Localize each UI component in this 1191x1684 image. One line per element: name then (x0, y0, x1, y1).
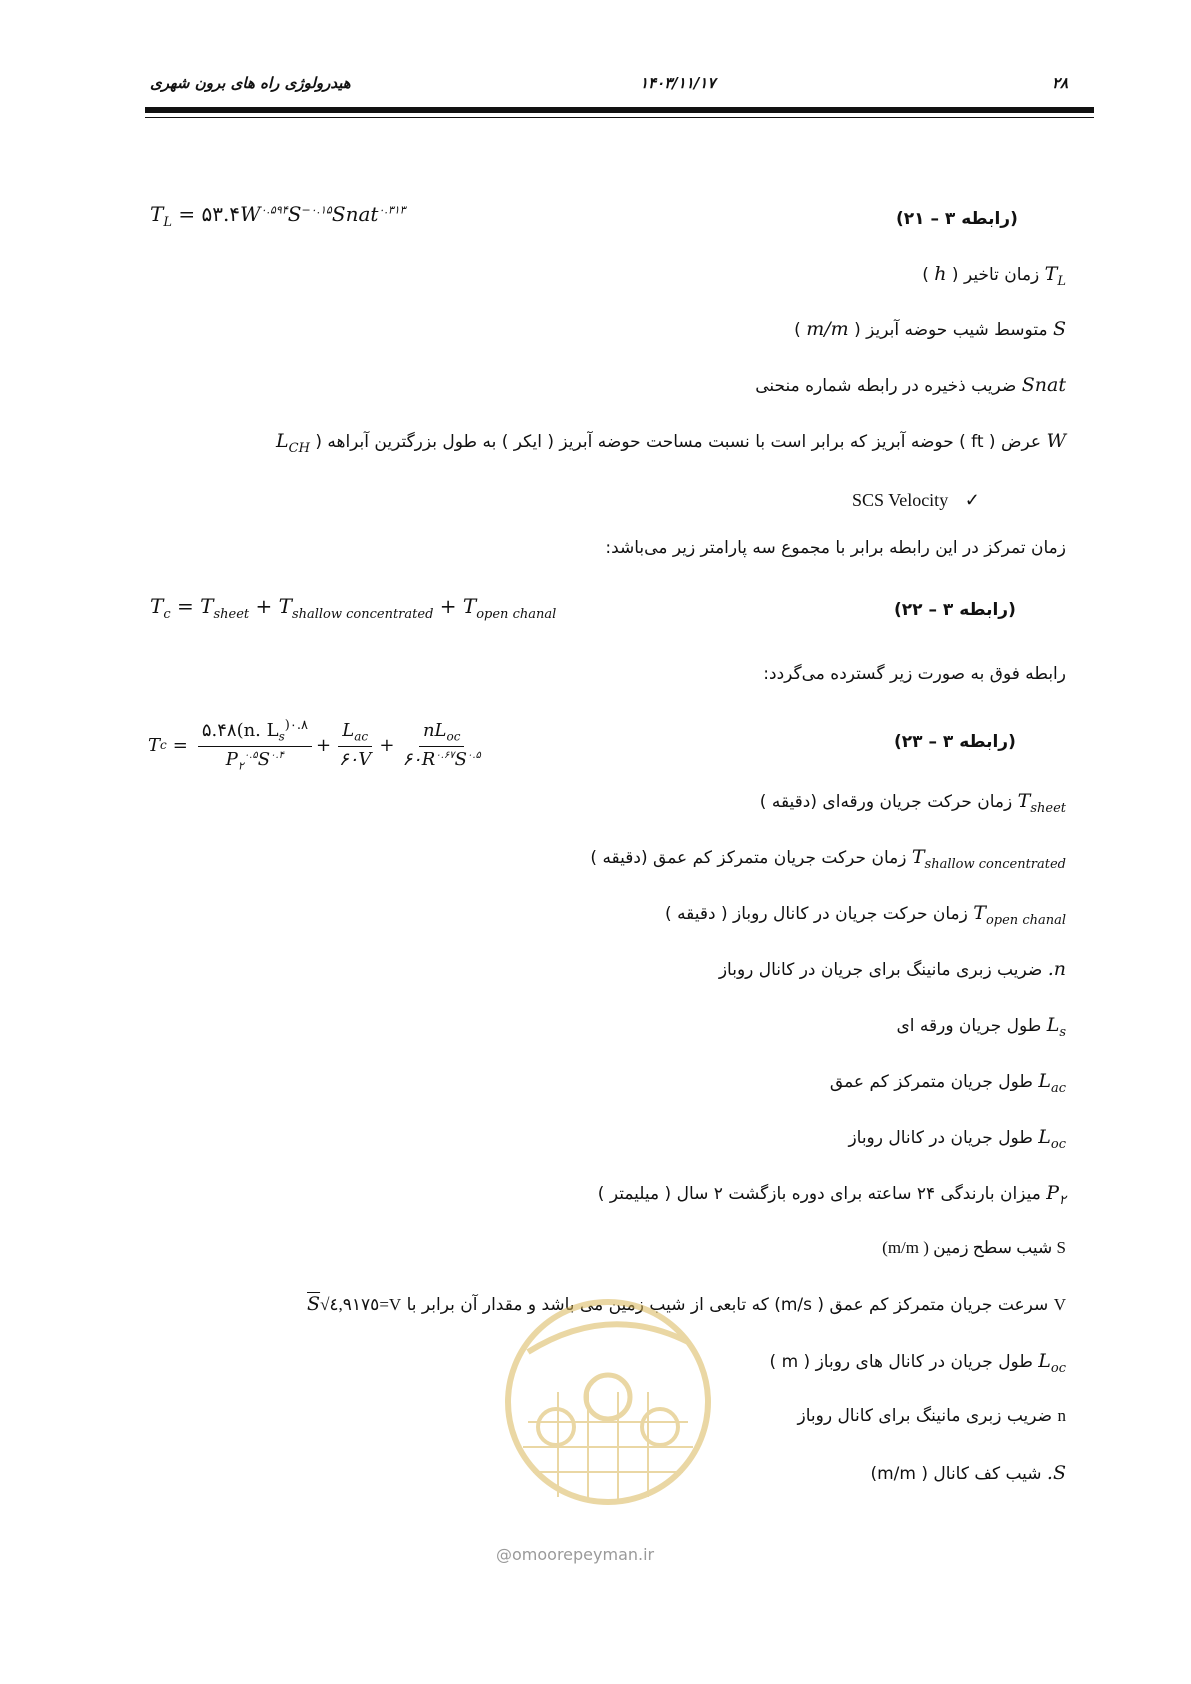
expand-text: رابطه فوق به صورت زیر گسترده می‌گردد: (763, 664, 1066, 684)
definition-row: $L_{oc}$ طول جریان در کانال روباز (848, 1126, 1066, 1152)
definition-tl: $T_L$ زمان تاخیر ( h ) (922, 263, 1066, 289)
watermark-url: @omoorepeyman.ir (496, 1545, 655, 1564)
equation-3-23: T c = $\frac{۵.۴۸(n. L_s^{)۰.۸}}{P_۲^{۰.۵}S^{۰.۴}}$ + $\frac{L_{ac}}{۶۰V}$ + $\frac{nL_{oc}}{۶۰R^{۰.۶۷}S^{۰.۵}}$ (148, 718, 489, 772)
header-title: هیدرولوژی راه های برون شهری (150, 74, 351, 92)
header-rule-thin (145, 117, 1094, 118)
equation-label-3-23: (رابطه ۳ – ۲۳) (894, 732, 1016, 752)
definition-row: $T_{sheet}$ زمان حرکت جریان ورقه‌ای (دقیقه ) (759, 790, 1066, 816)
definition-row: S شیب سطح زمین ( m/m) (882, 1238, 1066, 1257)
scs-velocity-heading (852, 490, 980, 511)
fraction-sheet: $\frac{۵.۴۸(n. L_s^{)۰.۸}}{P_۲^{۰.۵}S^{۰.۴}}$ (198, 718, 312, 772)
definition-snat: Snat ضریب ذخیره در رابطه شماره منحنی (755, 374, 1066, 396)
header-rule-thick (145, 107, 1094, 113)
page-number: ۲۸ (1052, 74, 1069, 92)
definition-v: V سرعت جریان متمرکز کم عمق ( m/s) که تابعی از شیب زمین می باشد و مقدار آن برابر با V=٤,٩١٧٥√S (307, 1293, 1066, 1315)
definition-s: S متوسط شیب حوضه آبریز ( m/m ) (794, 318, 1066, 340)
definition-row: $P_۲$ میزان بارندگی ۲۴ ساعته برای دوره بازگشت ۲ سال ( میلیمتر ) (597, 1182, 1066, 1208)
checkmark-icon: ✓ (964, 490, 980, 510)
header-date: ۱۴۰۳/۱۱/۱۷ (640, 74, 716, 92)
equation-3-22: $T_c = T_{sheet} + T_{shallow concentrated} + T_{open chanal}$ (150, 594, 557, 622)
scs-intro: زمان تمرکز در این رابطه برابر با مجموع سه پارامتر زیر می‌باشد: (605, 538, 1066, 558)
equation-3-21: $T_L$ = $۵۳.۴W^{۰.۵۹۴}S^{-۰.۱۵}Snat^{۰.۳۱۳}$ (150, 202, 406, 230)
definition-w: W عرض ( ft ) حوضه آبریز که برابر است با نسبت مساحت حوضه آبریز ( ایکر ) به طول بزرگترین آبراهه ( $L_{CH}$ (276, 430, 1066, 456)
title: SCS Velocity (852, 490, 949, 510)
equation-label-3-21: (رابطه ۳ – ۲۱) (896, 209, 1018, 229)
watermark-logo-icon (488, 1282, 728, 1512)
fraction-shallow: $\frac{L_{ac}}{۶۰V}$ (339, 720, 372, 770)
equation-label-3-22: (رابطه ۳ – ۲۲) (894, 600, 1016, 620)
definition-row: S. شیب کف کانال ( m/m) (870, 1462, 1066, 1484)
definition-row: n ضریب زبری مانینگ برای کانال روباز (797, 1406, 1066, 1426)
definition-row: $T_{shallow concentrated}$ زمان حرکت جریان متمرکز کم عمق (دقیقه ) (590, 846, 1066, 872)
definition-row: $L_{ac}$ طول جریان متمرکز کم عمق (829, 1070, 1066, 1096)
fraction-open-channel: $\frac{nL_{oc}}{۶۰R^{۰.۶۷}S^{۰.۵}}$ (402, 720, 481, 770)
definition-row: $T_{open chanal}$ زمان حرکت جریان در کانال روباز ( دقیقه ) (665, 902, 1066, 928)
definition-row: n. ضریب زبری مانینگ برای جریان در کانال روباز (718, 958, 1066, 980)
definition-row: $L_{oc}$ طول جریان در کانال های روباز ( m ) (769, 1350, 1066, 1376)
definition-row: $L_s$ طول جریان ورقه ای (896, 1014, 1066, 1040)
